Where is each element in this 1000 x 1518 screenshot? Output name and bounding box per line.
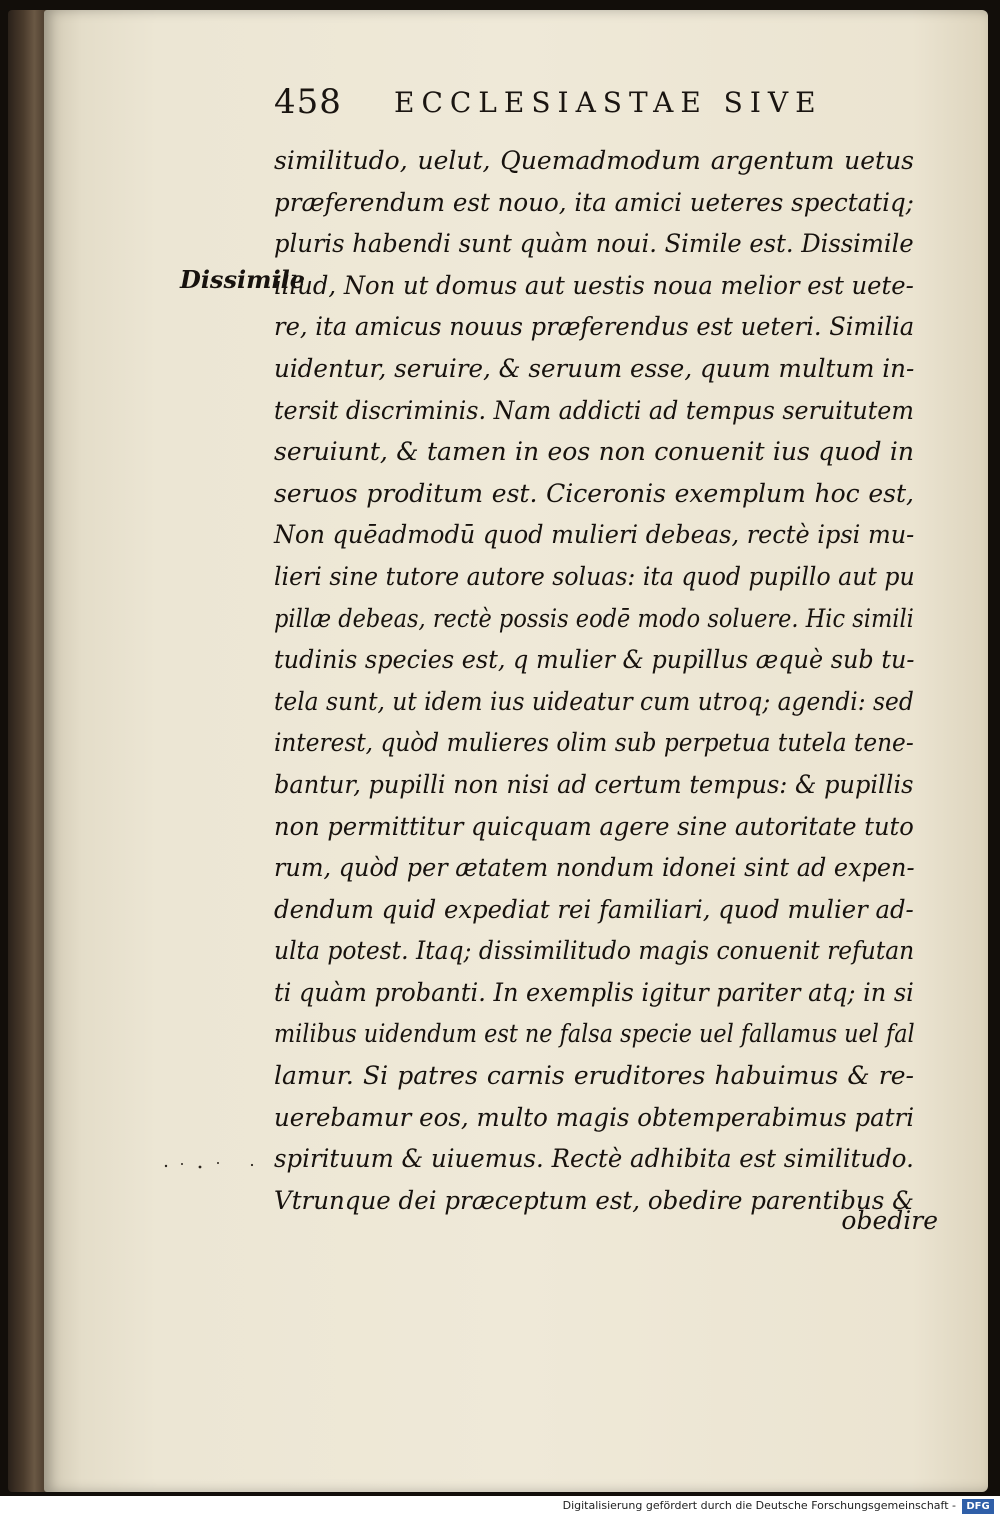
funding-credit: Digitalisierung gefördert durch die Deutsche Forschungsgemeinschaft - <box>562 1499 956 1512</box>
text-line: seruiunt, & tamen in eos non conuenit ius quod in <box>274 437 914 467</box>
text-line: re, ita amicus nouus præferendus est ueteri. Similia <box>274 312 915 342</box>
catchword: obedire <box>841 1206 938 1235</box>
text-line: similitudo, uelut, Quemadmodum argentum uetus <box>274 146 914 175</box>
text-line: seruos proditum est. Ciceronis exemplum hoc est, <box>274 478 914 508</box>
page-header <box>274 82 914 132</box>
text-line: lieri sine tutore autore soluas: ita quod pupillo aut pu <box>274 561 915 591</box>
text-line: bantur, pupilli non nisi ad certum tempus: & pupillis <box>274 769 914 799</box>
text-line: pluris habendi sunt quàm noui. Simile est. Dissimile <box>274 229 914 259</box>
text-line: præferendum est nouo, ita amici ueteres spectatiq; <box>274 187 914 217</box>
text-line: ulta potest. Itaq; dissimilitudo magis conuenit refutan <box>274 936 915 966</box>
text-line: Vtrunque dei præceptum est, obedire parentibus & <box>274 1185 914 1215</box>
text-line: ti quàm probanti. In exemplis igitur pariter atq; in si <box>274 977 914 1007</box>
text-line: dendum quid expediat rei familiari, quod mulier ad- <box>274 894 914 924</box>
text-line: uidentur, seruire, & seruum esse, quum multum in- <box>274 353 915 383</box>
text-line: rum, quòd per ætatem nondum idonei sint ad expen- <box>274 853 915 883</box>
text-line: spirituum & uiuemus. Rectè adhibita est similitudo. <box>274 1144 914 1174</box>
text-line: pillæ debeas, rectè possis eodē modo soluere. Hic simili <box>274 603 914 633</box>
text-line: uerebamur eos, multo magis obtemperabimus patri <box>274 1102 915 1132</box>
text-line: Non quēadmodū quod mulieri debeas, rectè ipsi mu- <box>274 520 915 550</box>
ink-specks <box>160 1152 280 1222</box>
page-number: 458 <box>274 82 342 122</box>
text-line: illud, Non ut domus aut uestis noua melior est uete- <box>274 270 914 300</box>
text-line: non permittitur quicquam agere sine autoritate tuto <box>274 811 914 841</box>
dfg-logo: DFG <box>962 1499 994 1514</box>
running-title: ECCLESIASTAE SIVE <box>394 86 823 119</box>
text-line: tudinis species est, q mulier & pupillus æquè sub tu- <box>274 645 915 675</box>
text-line: lamur. Si patres carnis eruditores habuimus & re- <box>274 1061 914 1091</box>
text-line: interest, quòd mulieres olim sub perpetua tutela tene- <box>274 728 914 758</box>
text-line: tela sunt, ut idem ius uideatur cum utroq; agendi: sed <box>274 686 914 716</box>
margin-note: Dissimile <box>180 265 305 294</box>
text-line: milibus uidendum est ne falsa specie uel fallamus uel fal <box>274 1019 915 1049</box>
footer-bar <box>0 1496 1000 1518</box>
body-text <box>274 140 914 1221</box>
text-line: tersit discriminis. Nam addicti ad tempus seruitutem <box>274 395 914 425</box>
